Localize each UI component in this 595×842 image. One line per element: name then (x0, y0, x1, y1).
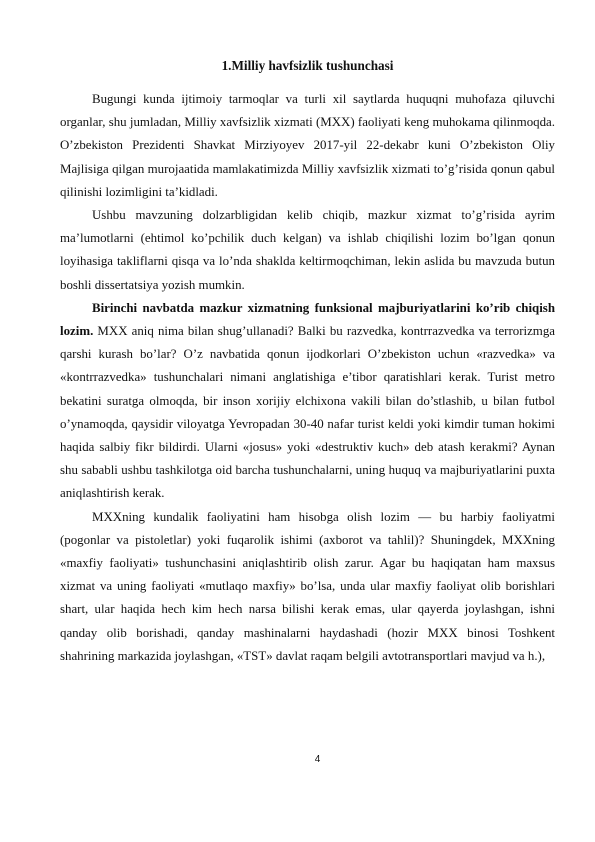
paragraph-text: Bugungi kunda ijtimoiy tarmoqlar va turli xil saytlarda huquqni muhofaza qiluvchi organlar, shu jumladan, Milliy xavfsizlik xizmati (MXX) faoliyati keng muhokama qilinmoqda. O’zbekiston Prezidenti Shavkat Mirziyoyev 2017-yil 22-dekabr kuni O’zbekiston Oliy Majlisiga qilgan murojaatida mamlakatimizda Milliy xavfsizlik xizmati to’g’risida qonun qabul qilinishi lozimligini ta’kidladi. (60, 92, 555, 199)
paragraph-activity (60, 506, 555, 668)
paragraph-relevance (60, 204, 555, 297)
paragraph-text: Ushbu mavzuning dolzarbligidan kelib chiqib, mazkur xizmat to’g’risida ayrim ma’lumotlarni (ehtimol ko’pchilik duch kelgan) va ishlab chiqilishi lozim bo’lgan qonun loyihasiga takliflarni qisqa va lo’nda shaklda keltirmoqchiman, lekin aslida bu mavzuda butun boshli dissertatsiya yozish mumkin. (60, 208, 555, 292)
section-title: 1.Milliy havfsizlik tushunchasi (221, 58, 394, 73)
paragraph-lead: Birinchi navbatda mazkur xizmatning funksional majburiyatlarini ko’rib chiqish lozim. (60, 300, 555, 339)
paragraph-text: MXXning kundalik faoliyatini ham hisobga olish lozim — bu harbiy faoliyatmi (pogonlar va pistoletlar) yoki fuqarolik ishimi (axborot va tahlil)? Shuningdek, MXXning «maxfiy faoliyati» tushunchasini aniqlashtirib olish zarur. Agar bu haqiqatan ham maxsus xizmat va uning faoliyati «mutlaqo maxfiy» bo’lsa, unda ular maxfiy faoliyat olib borishlari shart, ular haqida hech kim hech narsa bilishi kerak emas, ular qayerda joylashgan, ishni qanday olib borishadi, qanday mashinalarni haydashadi (hozir MXX binosi Toshkent shahrining markazida joylashgan, «TST» davlat raqam belgili avtotransportlari mavjud va h.), (60, 509, 555, 663)
paragraph-text: MXX aniq nima bilan shug’ullanadi? Balki bu razvedka, kontrrazvedka va terrorizmga qarshi kurash bo’lar? O’z navbatida qonun ijodkorlari O’zbekiston uchun «razvedka» va «kontrrazvedka» tushunchalari nimani anglatishiga e’tibor qaratishlari kerak. Turist metro bekatini suratga olmoqda, bir inson xorijiy elchixona vakili bilan do’stlashib, u bilan futbol o’ynamoqda, qaysidir viloyatga Yevropadan 30-40 nafar turist keldi yoki kimdir tuman hokimi haqida salbiy fikr bildirdi. Ularni «josus» yoki «destruktiv kuch» deb atash kerakmi? Aynan shu sababli ushbu tashkilotga oid barcha tushunchalarni, uning huquq va majburiyatlarini puxta aniqlashtirish kerak. (60, 324, 555, 501)
page-number: 4 (314, 754, 321, 765)
paragraph-functions (60, 297, 555, 506)
body-text (60, 88, 555, 668)
paragraph-intro (60, 88, 555, 204)
